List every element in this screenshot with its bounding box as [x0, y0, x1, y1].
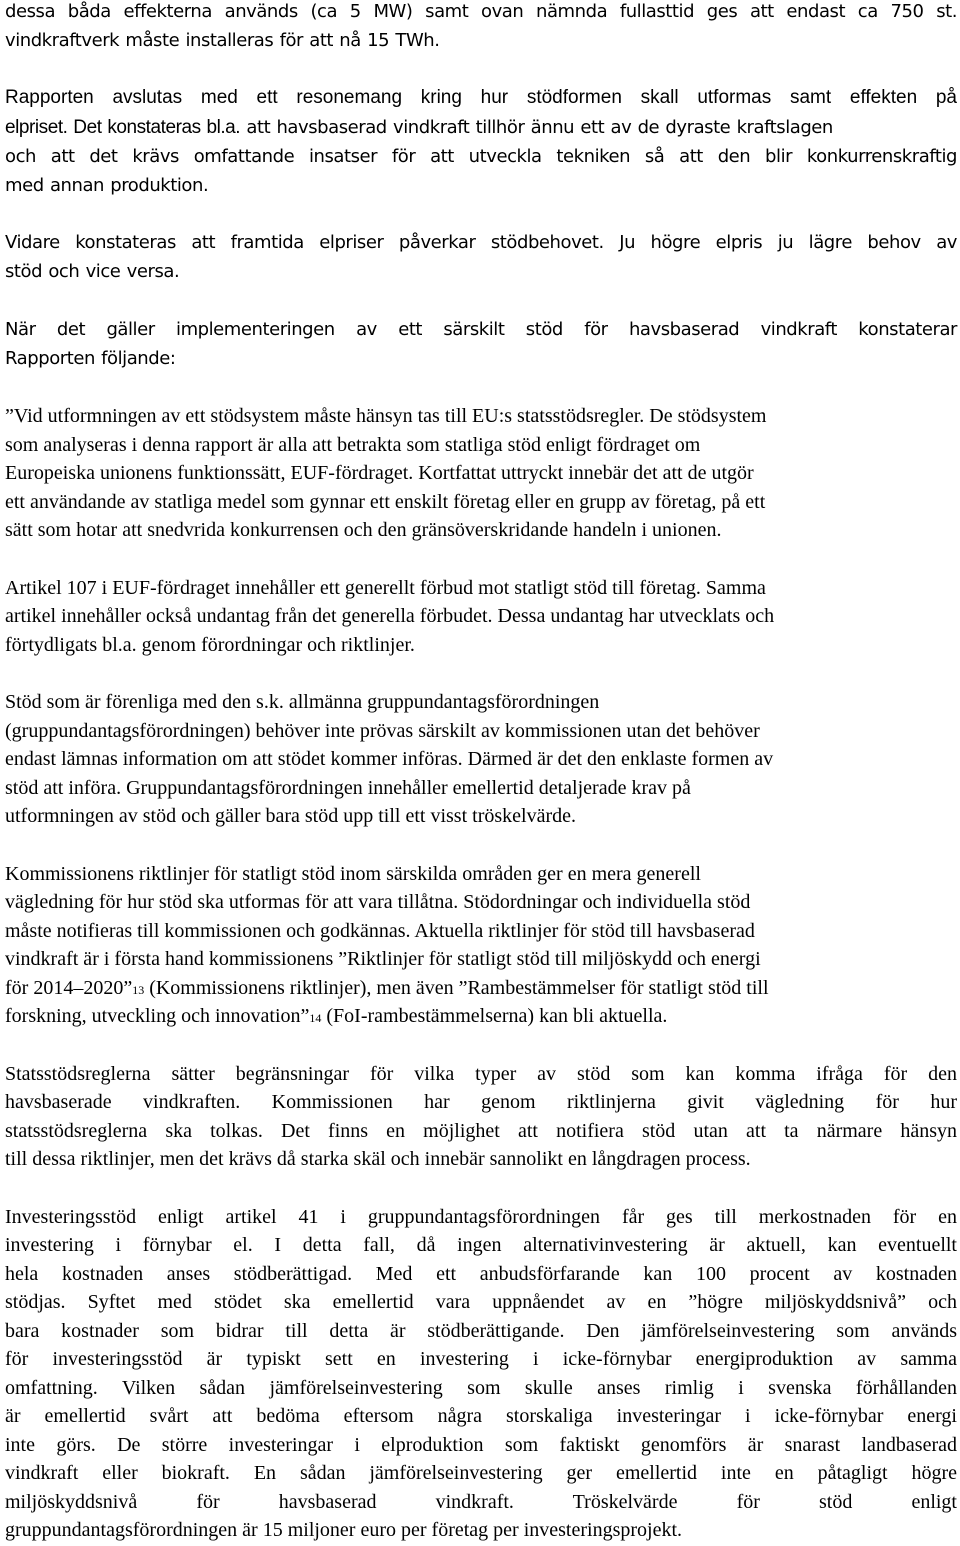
paragraph-line: hela kostnaden anses stödberättigad. Med ett anbudsförfarande kan 100 procent av kostnaden — [5, 1263, 957, 1285]
paragraph-line: gruppundantagsförordningen är 15 miljoner euro per företag per investeringsprojekt. — [5, 1519, 683, 1541]
text-span: forskning, utveckling och innovation” — [5, 1005, 310, 1027]
text-span: att havsbaserad vindkraft tillhör ännu ett av de dyraste kraftslagen — [246, 117, 833, 138]
paragraph-line: vindkraft eller biokraft. En sådan jämförelseinvestering ger emellertid inte en påtagligt högre — [5, 1462, 957, 1484]
paragraph-line: måste notifieras till kommissionen och godkännas. Aktuella riktlinjer för stöd till havsbaserad — [5, 920, 755, 942]
paragraph-line: stöd och vice versa. — [5, 261, 180, 282]
paragraph-line: Europeiska unionens funktionssätt, EUF-fördraget. Kortfattat uttryckt innebär det att de utgör — [5, 462, 754, 484]
paragraph-line: vägledning för hur stöd ska utformas för att vara tillåtna. Stödordningar och individuella stöd — [5, 891, 751, 913]
paragraph-line: investering i förnybar el. I detta fall, då ingen alternativinvestering är aktuell, kan eventuellt — [5, 1234, 957, 1256]
paragraph-line: artikel innehåller också undantag från det generella förbudet. Dessa undantag har utvecklats och — [5, 605, 775, 627]
paragraph-line: miljöskyddsnivå för havsbaserad vindkraft. Tröskelvärde för stöd enligt — [5, 1491, 957, 1513]
paragraph-line: utformningen av stöd och gäller bara stöd upp till ett visst tröskelvärde. — [5, 805, 576, 827]
paragraph-line: Kommissionens riktlinjer för statligt stöd inom särskilda områden ger en mera generell — [5, 863, 701, 885]
paragraph-line: är emellertid svårt att bedöma eftersom några storskaliga investeringar i icke-förnybar energi — [5, 1405, 957, 1427]
text-span: (FoI-rambestämmelserna) kan bli aktuella. — [321, 1005, 668, 1027]
paragraph-line: När det gäller implementeringen av ett särskilt stöd för havsbaserad vindkraft konstaterar — [5, 319, 957, 340]
footnote-ref: 14 — [309, 1011, 322, 1025]
paragraph-line: omfattning. Vilken sådan jämförelseinvestering som skulle anses rimlig i svenska förhållanden — [5, 1377, 957, 1399]
paragraph-line: ett användande av statliga medel som gynnar ett enskilt företag eller en grupp av företag, på ett — [5, 491, 766, 513]
paragraph-line: inte görs. De större investeringar i elproduktion som faktiskt genomförs är snarast landbaserad — [5, 1434, 957, 1456]
paragraph-line — [5, 116, 957, 144]
paragraph-line: Stöd som är förenliga med den s.k. allmänna gruppundantagsförordningen — [5, 691, 600, 713]
paragraph-line: Rapporten följande: — [5, 348, 176, 369]
paragraph-line: stödjas. Syftet med stödet ska emellertid vara uppnåendet av en ”högre miljöskyddsnivå” och — [5, 1291, 957, 1313]
paragraph-line: Artikel 107 i EUF-fördraget innehåller ett generellt förbud mot statligt stöd till företag. Samma — [5, 577, 766, 599]
paragraph-line: med annan produktion. — [5, 175, 209, 196]
paragraph-line: (gruppundantagsförordningen) behöver inte prövas särskilt av kommissionen utan det behöver — [5, 720, 760, 742]
paragraph-line: havsbaserade vindkraften. Kommissionen har genom riktlinjerna givit vägledning för hur — [5, 1091, 957, 1113]
text-span: för 2014–2020” — [5, 977, 133, 999]
text-span: (Kommissionens riktlinjer), men även ”Rambestämmelser för statligt stöd till — [144, 977, 769, 999]
paragraph-line: som analyseras i denna rapport är alla att betrakta som statliga stöd enligt fördraget om — [5, 434, 701, 456]
paragraph-line: Investeringsstöd enligt artikel 41 i gruppundantagsförordningen får ges till merkostnaden för en — [5, 1206, 957, 1228]
paragraph-line — [5, 976, 957, 1004]
paragraph-line: förtydligats bl.a. genom förordningar och riktlinjer. — [5, 634, 415, 656]
paragraph-line: Vidare konstateras att framtida elpriser påverkar stödbehovet. Ju högre elpris ju lägre behov av — [5, 232, 957, 253]
paragraph-line: ”Vid utformningen av ett stödsystem måste hänsyn tas till EU:s statsstödsregler. De stödsystem — [5, 405, 767, 427]
text-span: elpriset. Det konstateras bl.a. — [5, 117, 241, 138]
paragraph-line: dessa båda effekterna används (ca 5 MW) samt ovan nämnda fullasttid ges att endast ca 750 st. — [5, 1, 957, 22]
paragraph-line: vindkraftverk måste installeras för att nå 15 TWh. — [5, 30, 440, 51]
paragraph-line: för investeringsstöd är typiskt sett en investering i icke-förnybar energiproduktion av samma — [5, 1348, 957, 1370]
paragraph-line: Rapporten avslutas med ett resonemang kring hur stödformen skall utformas samt effekten på — [5, 87, 957, 108]
paragraph-line: bara kostnader som bidrar till detta är stödberättigande. Den jämförelseinvestering som används — [5, 1320, 957, 1342]
paragraph-line: statsstödsreglerna ska tolkas. Det finns en möjlighet att notifiera stöd utan att ta närmare hänsyn — [5, 1120, 957, 1142]
paragraph-line: stöd att införa. Gruppundantagsförordningen innehåller emellertid detaljerade krav på — [5, 777, 691, 799]
paragraph-line — [5, 1004, 957, 1032]
paragraph-line: till dessa riktlinjer, men det krävs då starka skäl och innebär sannolikt en långdragen process. — [5, 1148, 751, 1170]
paragraph-line: vindkraft är i första hand kommissionens ”Riktlinjer för statligt stöd till miljöskydd och energi — [5, 948, 761, 970]
paragraph-line: Statsstödsreglerna sätter begränsningar för vilka typer av stöd som kan komma ifråga för den — [5, 1063, 957, 1085]
paragraph-line: sätt som hotar att snedvrida konkurrensen och den gränsöverskridande handeln i unionen. — [5, 519, 722, 541]
paragraph-line: och att det krävs omfattande insatser för att utveckla tekniken så att den blir konkurrenskraftig — [5, 146, 957, 167]
footnote-ref: 13 — [132, 983, 145, 997]
paragraph-line: endast lämnas information om att stödet kommer införas. Därmed är det den enklaste formen av — [5, 748, 774, 770]
